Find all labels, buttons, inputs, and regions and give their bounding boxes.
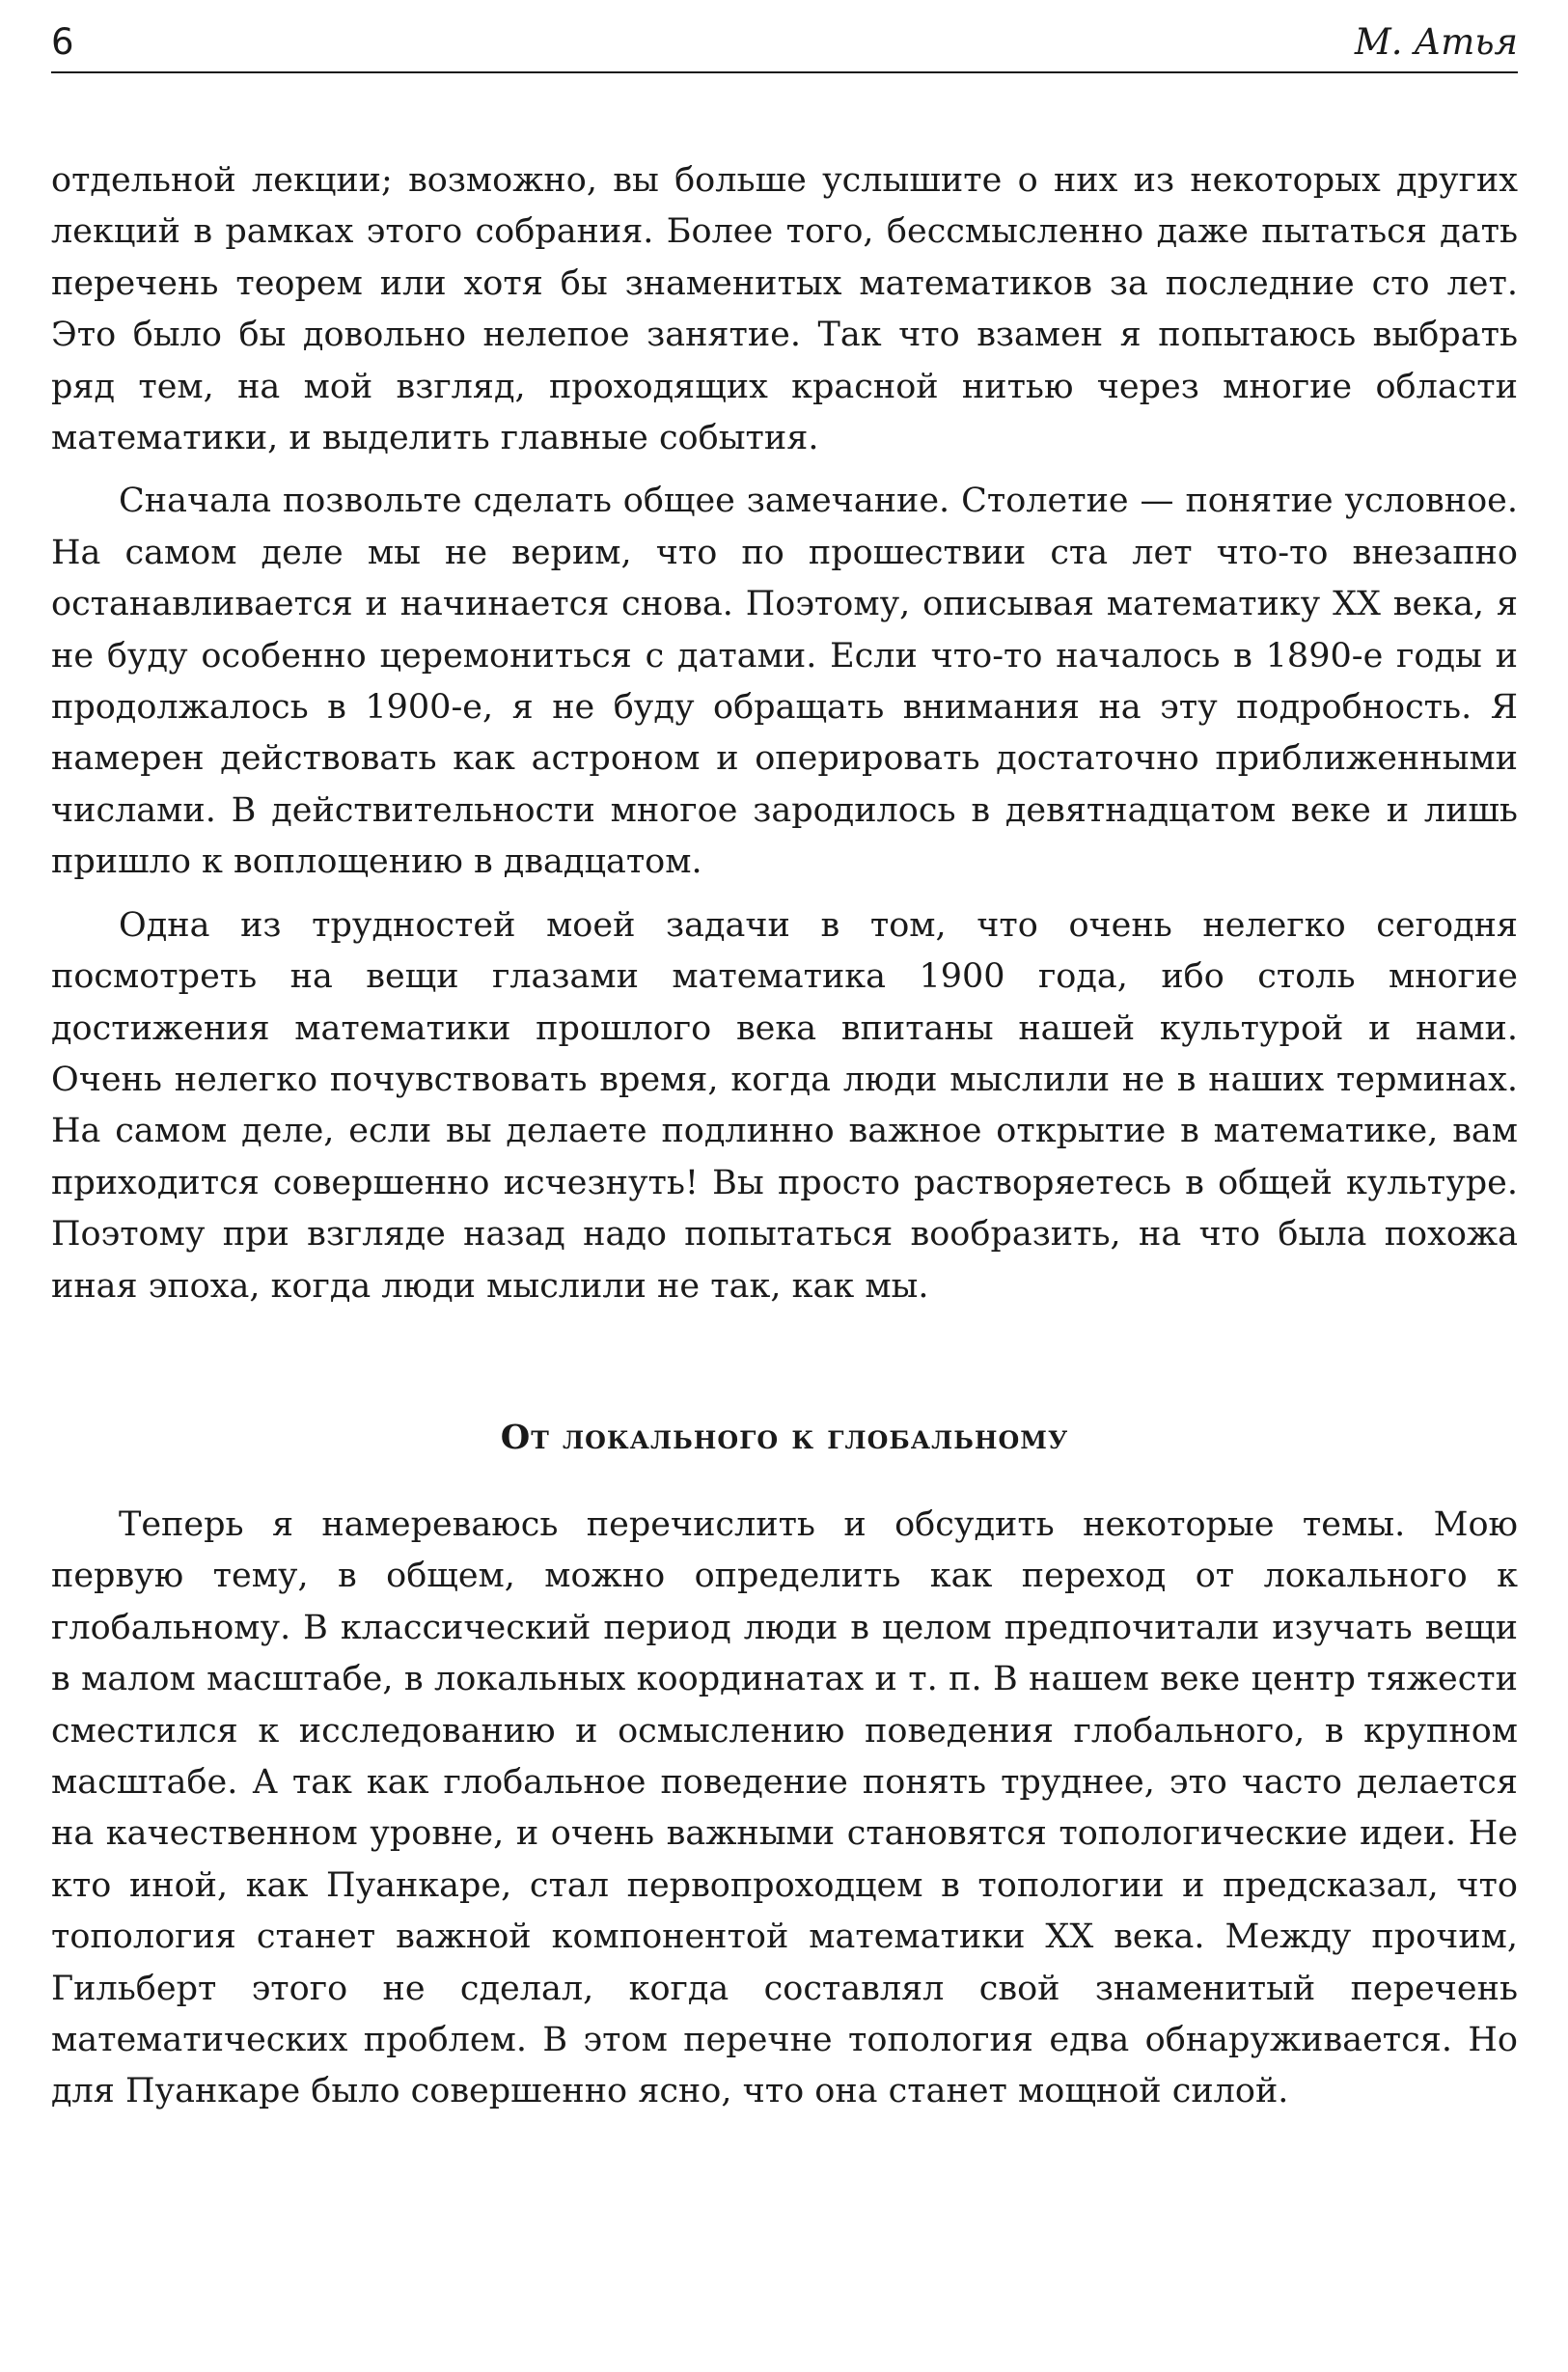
- paragraph: Сначала позвольте сделать общее замечание. Столетие — понятие условное. На самом деле мы не верим, что по прошествии ста лет что-то внезапно останавливается и начинается снова. Поэтому, описывая математику XX века, я не буду особенно церемониться с датами. Если что-то началось в 1890-е годы и продолжалось в 1900-е, я не буду обращать внимания на эту подробность. Я намерен действовать как астроном и оперировать достаточно приближенными числами. В действительности многое зародилось в девятнадцатом веке и лишь пришло к воплощению в двадцатом.: [51, 482, 1518, 882]
- body-text: [51, 155, 1518, 2118]
- paragraph-continued: отдельной лекции; возможно, вы больше услышите о них из некоторых других лекций в рамках этого собрания. Более того, бессмысленно даже пытаться дать перечень теорем или хотя бы знаменитых математиков за последние сто лет. Это было бы довольно нелепое занятие. Так что взамен я попытаюсь выбрать ряд тем, на мой взгляд, проходящих красной нитью через многие области математики, и выделить главные события.: [51, 161, 1518, 458]
- paragraph: Одна из трудностей моей задачи в том, что очень нелегко сегодня посмотреть на вещи глазами математика 1900 года, ибо столь многие достижения математики прошлого века впитаны нашей культурой и нами. Очень нелегко почувствовать время, когда люди мыслили не в наших терминах. На самом деле, если вы делаете подлинно важное открытие в математике, вам приходится совершенно исчезнуть! Вы просто растворяетесь в общей культуре. Поэтому при взгляде назад надо попытаться вообразить, на что была похожа иная эпоха, когда люди мыслили не так, как мы.: [51, 905, 1518, 1306]
- section-paragraph: Теперь я намереваюсь перечислить и обсудить некоторые темы. Мою первую тему, в общем, можно определить как переход от локального к глобальному. В классический период люди в целом предпочитали изучать вещи в малом масштабе, в локальных координатах и т. п. В нашем веке центр тяжести сместился к исследованию и осмыслению поведения глобального, в крупном масштабе. А так как глобальное поведение понять труднее, это часто делается на качественном уровне, и очень важными становятся топологические идеи. Не кто иной, как Пуанкаре, стал первопроходцем в топологии и предсказал, что топология станет важной компонентой математики XX века. Между прочим, Гильберт этого не сделал, когда составлял свой знаменитый перечень математических проблем. В этом перечне топология едва обнаруживается. Но для Пуанкаре было совершенно ясно, что она станет мощной силой.: [51, 1504, 1518, 2111]
- running-head: [51, 21, 1518, 73]
- page-number: 6: [51, 21, 74, 63]
- running-head-author: М. Атья: [1354, 21, 1518, 63]
- book-page: [51, 21, 1518, 2130]
- section-heading: От локального к глобальному: [500, 1417, 1069, 1457]
